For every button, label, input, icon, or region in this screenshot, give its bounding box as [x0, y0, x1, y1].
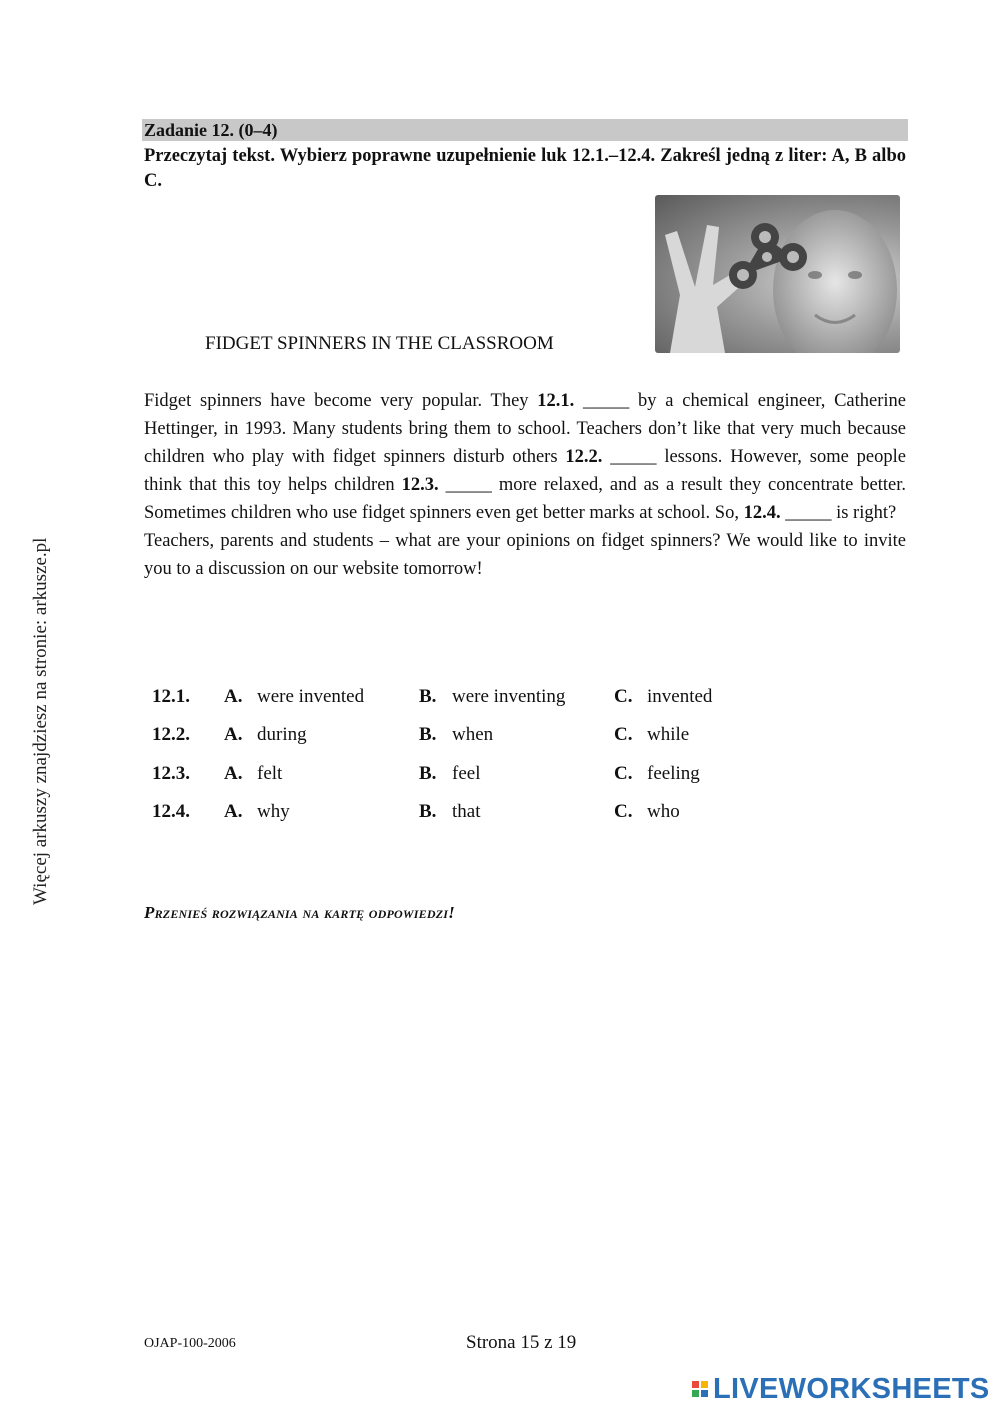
task-instructions: Przeczytaj tekst. Wybierz poprawne uzupełnienie luk 12.1.–12.4. Zakreśl jedną z liter: A, B albo C. [144, 146, 906, 191]
gap-12-1: 12.1. [537, 391, 575, 411]
option-c-label[interactable]: C. [614, 762, 633, 784]
option-a-text[interactable]: felt [257, 762, 283, 784]
gap-12-2: 12.2. [565, 447, 603, 467]
option-c-text[interactable]: who [647, 800, 680, 822]
exam-code: OJAP-100-2006 [144, 1336, 236, 1351]
option-a-text[interactable]: were invented [257, 686, 365, 707]
side-note-website: Więcej arkuszy znajdziesz na stronie: arkusze.pl [30, 537, 51, 905]
question-number: 12.4. [152, 800, 190, 822]
task-header: Zadanie 12. (0–4) [142, 119, 908, 141]
brand-name: LIVEWORKSHEETS [713, 1372, 990, 1405]
passage-paragraph-2: Teachers, parents and students – what are your opinions on fidget spinners? We would like to invite you to a discussion on our website tomorrow! [144, 531, 906, 579]
option-a-text[interactable]: during [257, 724, 307, 746]
option-b-text[interactable]: when [452, 724, 494, 746]
gap-12-4: 12.4. [743, 503, 781, 523]
option-b-label[interactable]: B. [419, 800, 437, 822]
fidget-spinner-photo [655, 195, 900, 353]
passage-title: FIDGET SPINNERS IN THE CLASSROOM [205, 333, 554, 354]
liveworksheets-brand[interactable] [692, 1374, 990, 1404]
page-number: Strona 15 z 19 [466, 1332, 577, 1353]
passage-paragraph-1: Fidget spinners have become very popular. They 12.1. _____ by a chemical engineer, Catherine Hettinger, in 1993. Many students bring them to school. Teachers don’t like that very much because children who play with fidget spinners disturb others 12.2. _____ lessons. However, some people think that this toy helps children 12.3. _____ more relaxed, and as a result they concentrate better. Sometimes children who use fidget spinners even get better marks at school. So, 12.4. _____ is right? [144, 391, 906, 523]
option-a-label[interactable]: A. [224, 800, 243, 822]
answer-options [152, 686, 852, 839]
option-b-label[interactable]: B. [419, 762, 437, 784]
question-row [152, 724, 852, 762]
option-c-text[interactable]: invented [647, 686, 713, 707]
photo-illustration [655, 195, 900, 353]
question-number: 12.2. [152, 724, 190, 746]
option-c-label[interactable]: C. [614, 800, 633, 822]
transfer-answers-note: Przenieś rozwiązania na kartę odpowiedzi! [144, 903, 455, 922]
option-c-text[interactable]: while [647, 724, 690, 746]
option-b-label[interactable]: B. [419, 686, 437, 707]
option-c-label[interactable]: C. [614, 724, 633, 746]
option-b-text[interactable]: were inventing [452, 686, 566, 707]
reading-passage [144, 387, 906, 583]
question-number: 12.1. [152, 686, 190, 707]
liveworksheets-logo-icon [692, 1381, 708, 1397]
option-b-text[interactable]: feel [452, 762, 481, 784]
option-a-text[interactable]: why [257, 800, 290, 822]
question-number: 12.3. [152, 762, 190, 784]
option-a-label[interactable]: A. [224, 762, 243, 784]
question-row [152, 763, 852, 801]
option-b-text[interactable]: that [452, 800, 481, 822]
option-a-label[interactable]: A. [224, 724, 243, 746]
option-b-label[interactable]: B. [419, 724, 437, 746]
question-row [152, 801, 852, 839]
gap-12-3: 12.3. [401, 475, 439, 495]
option-c-label[interactable]: C. [614, 686, 633, 707]
option-a-label[interactable]: A. [224, 686, 243, 707]
question-row [152, 686, 852, 724]
option-c-text[interactable]: feeling [647, 762, 700, 784]
